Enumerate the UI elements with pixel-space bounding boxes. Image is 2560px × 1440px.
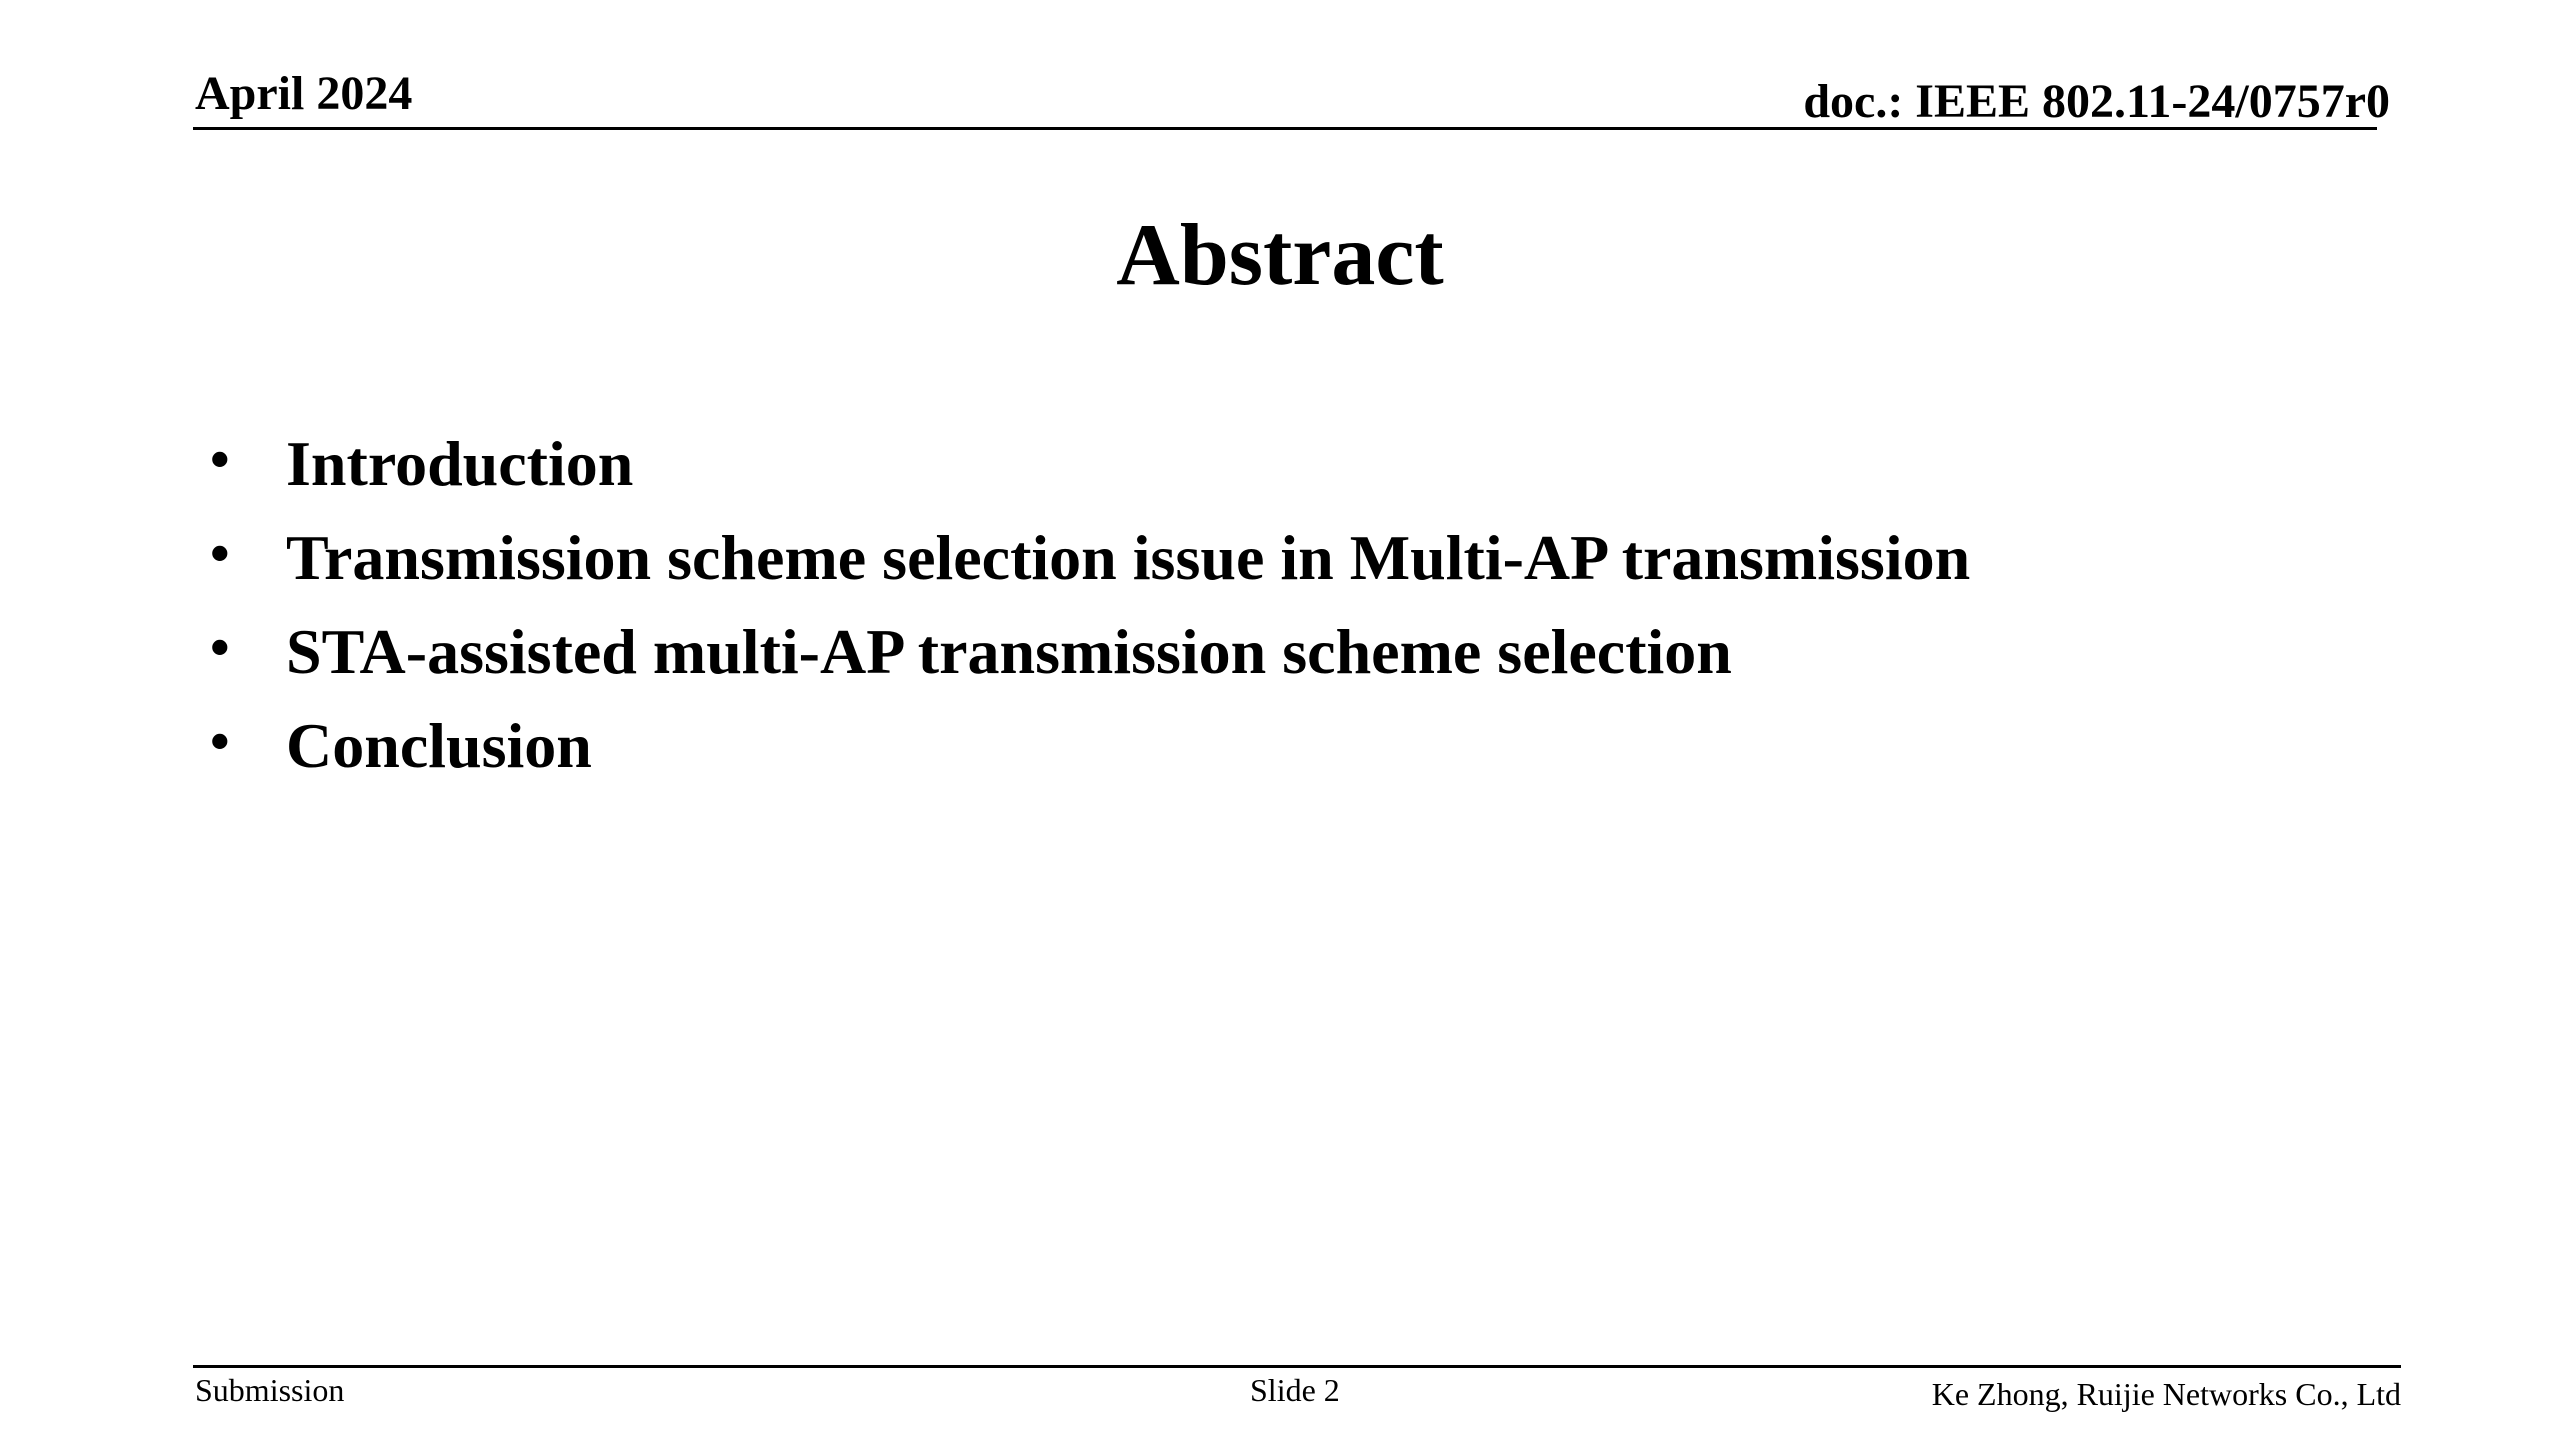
slide-title: Abstract: [1116, 207, 1444, 304]
bullet-icon: •: [210, 429, 230, 491]
header-date: April 2024: [195, 67, 413, 120]
footer-slide-number: Slide 2: [1250, 1372, 1340, 1408]
list-item-text: Introduction: [286, 428, 634, 499]
list-item-text: Transmission scheme selection issue in Multi-AP transmission: [286, 522, 1971, 593]
bullet-icon: •: [210, 617, 230, 679]
footer-submission: Submission: [195, 1372, 345, 1408]
list-item-text: STA-assisted multi-AP transmission scheme selection: [286, 616, 1732, 687]
footer-author: Ke Zhong, Ruijie Networks Co., Ltd: [1931, 1376, 2401, 1412]
list-item-text: Conclusion: [286, 710, 592, 781]
footer-divider: [193, 1365, 2401, 1368]
header-divider: [193, 127, 2377, 130]
bullet-icon: •: [210, 523, 230, 585]
bullet-icon: •: [210, 711, 230, 773]
header-doc-id: doc.: IEEE 802.11-24/0757r0: [1803, 75, 2390, 128]
